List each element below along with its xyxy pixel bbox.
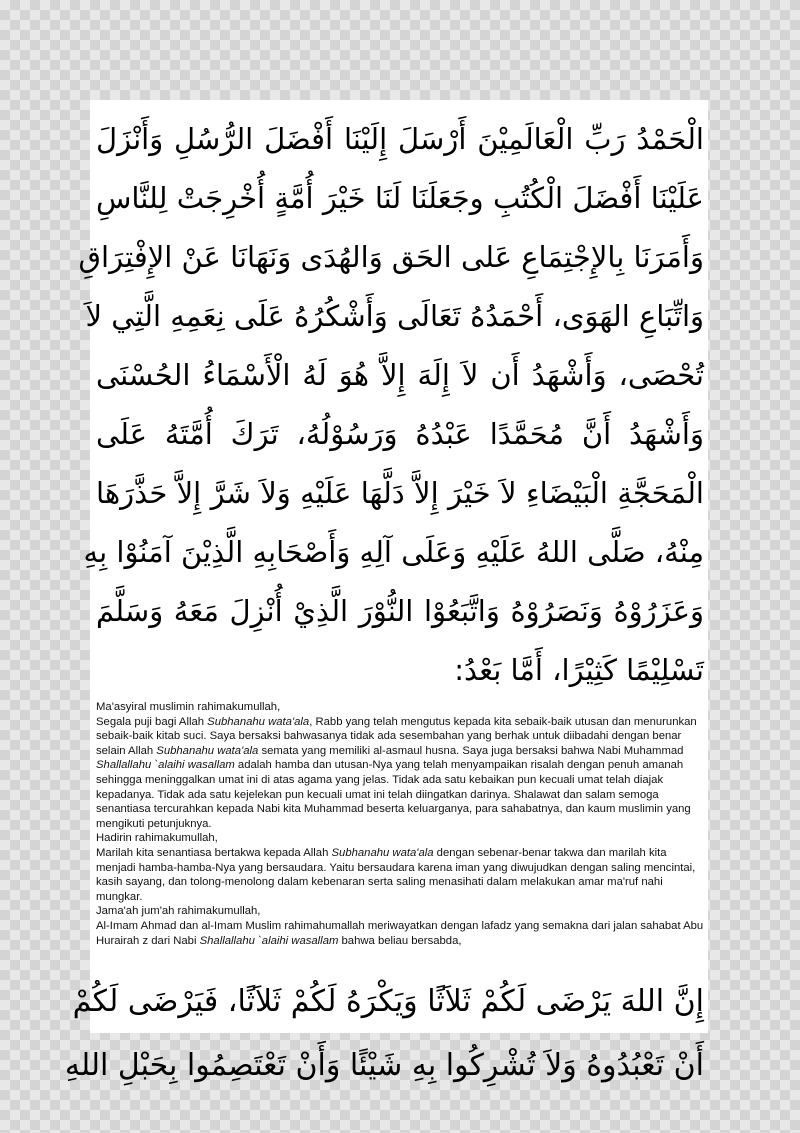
paragraph-praise [96, 715, 704, 832]
arabic-line: الْمَحَجَّةِ الْبَيْضَاءِ لاَ خَيْرَ إِلاَّ دَلَّهَا عَلَيْهِ وَلاَ شَرَّ إِلاَّ حَذَّرَهَا [96, 476, 704, 510]
italic-segment: Subhanahu wata'ala [207, 715, 310, 728]
text-segment: adalah hamba dan utusan-Nya yang telah menyampaikan risalah dengan penuh amanah sehingga meninggalkan umat ini di atas agama yang jelas. Tidak ada satu kebaikan pun kecuali umat telah diajak kepadanya. Tidak ada satu kejelekan pun kecuali umat ini telah diingatkan darinya. Shalawat dan salam semoga senantiasa tercurahkan kepada Nabi kita Muhammad beserta keluarganya, para sahabatnya, dan kaum muslimin yang mengikuti petunjuknya. [96, 759, 691, 830]
paragraph-taqwa [96, 846, 704, 904]
arabic-line: مِنْهُ، صَلَّى اللهُ عَلَيْهِ وَعَلَى آلِهِ وَأَصْحَابِهِ الَّذِيْنَ آمَنُوْا بِهِ [83, 535, 704, 569]
arabic-hadith-text [64, 970, 704, 1098]
text-segment: semata yang memiliki al-asmaul husna. Saya juga bersaksi bahwa Nabi Muhammad [258, 744, 684, 757]
jamaah-line: Jama'ah jum'ah rahimakumullah, [96, 905, 261, 918]
text-segment: Al-Imam Ahmad dan al-Imam Muslim rahimahumallah meriwayatkan dengan lafadz yang semakna dari jalan sahabat Abu Hurairah z dari Nabi [96, 919, 704, 947]
arabic-line: وَاتِّبَاعِ الهَوَى، أَحْمَدُهُ تَعَالَى وَأَشْكُرُهُ عَلَى نِعَمِهِ الَّتِي لاَ [85, 299, 704, 333]
arabic-line: أَنْ تَعْبُدُوهُ وَلاَ تُشْرِكُوا بِهِ شَيْئًا وَأَنْ تَعْتَصِمُوا بِحَبْلِ اللهِ [64, 1048, 704, 1084]
arabic-line: تُحْصَى، وَأَشْهَدُ أَن لاَ إِلَهَ إِلاَّ هُوَ لَهُ الْأَسْمَاءُ الحُسْنَى [96, 358, 704, 392]
italic-segment: Shallallahu `alaihi wasallam [199, 934, 339, 947]
arabic-line: وَعَزَرُوْهُ وَنَصَرُوْهُ وَاتَّبَعُوْا النُّوْرَ الَّذِيْ أُنْزِلَ مَعَهُ وَسَلَّمَ [96, 594, 704, 628]
hadirin-line: Hadirin rahimakumullah, [96, 832, 218, 845]
italic-segment: Subhanahu wata'ala [156, 744, 259, 757]
text-segment: dengan sebenar-benar takwa dan marilah kita menjadi hamba-hamba-Nya yang bersaudara. Yaitu bersaudara karena iman yang diwujudkan dengan saling mencintai, kasih sayang, dan tolong-menolong dalam kebenaran serta saling menasihati dalam melakukan amar ma'ruf nahi mungkar. [96, 846, 696, 903]
arabic-line: إِنَّ اللهَ يَرْضَى لَكُمْ ثَلاَثًا وَيَكْرَهُ لَكُمْ ثَلاَثًا، فَيَرْضَى لَكُمْ [72, 984, 704, 1020]
text-segment: bahwa beliau bersabda, [338, 934, 462, 947]
text-segment: Marilah kita senantiasa bertakwa kepada Allah [96, 846, 332, 859]
arabic-line: وَأَشْهَدُ أَنَّ مُحَمَّدًا عَبْدُهُ وَرَسُوْلُهُ، تَرَكَ أُمَّتَهُ عَلَى [96, 417, 704, 451]
text-segment: , Rabb yang telah mengutus kepada kita sebaik-baik utusan dan menurunkan sebaik-baik kitab suci. Saya bersaksi bahwasanya tidak ada sesembahan yang berhak untuk diibadahi dengan benar selain Allah [96, 715, 697, 757]
text-segment: Segala puji bagi Allah [96, 715, 208, 728]
arabic-line: عَلَيْنَا أَفْضَلَ الْكُتُبِ وجَعَلَنَا لَنَا خَيْرَ أُمَّةٍ أُخْرِجَتْ لِلنَّاسِ [96, 181, 704, 215]
document-page [64, 100, 708, 1084]
arabic-line: الْحَمْدُ رَبِّ الْعَالَمِيْنَ أَرْسَلَ إِلَيْنَا أَفْضَلَ الرُّسُلِ وَأَنْزَلَ [96, 122, 704, 156]
italic-segment: Shallallahu `alaihi wasallam [96, 759, 235, 772]
arabic-opening-text [78, 110, 704, 700]
greeting-line: Ma'asyiral muslimin rahimakumullah, [96, 701, 281, 713]
italic-segment: Subhanahu wata'ala [331, 846, 434, 859]
arabic-line: تَسْلِيْمًا كَثِيْرًا، أَمَّا بَعْدُ: [454, 653, 704, 687]
paragraph-hadith-intro [96, 919, 704, 948]
arabic-line: وَأَمَرَنَا بِالإِجْتِمَاعِ عَلى الحَق وَالهُدَى وَنَهَانَا عَنْ الإِفْتِرَاقِ [78, 240, 704, 274]
indonesian-body-text [96, 700, 704, 948]
